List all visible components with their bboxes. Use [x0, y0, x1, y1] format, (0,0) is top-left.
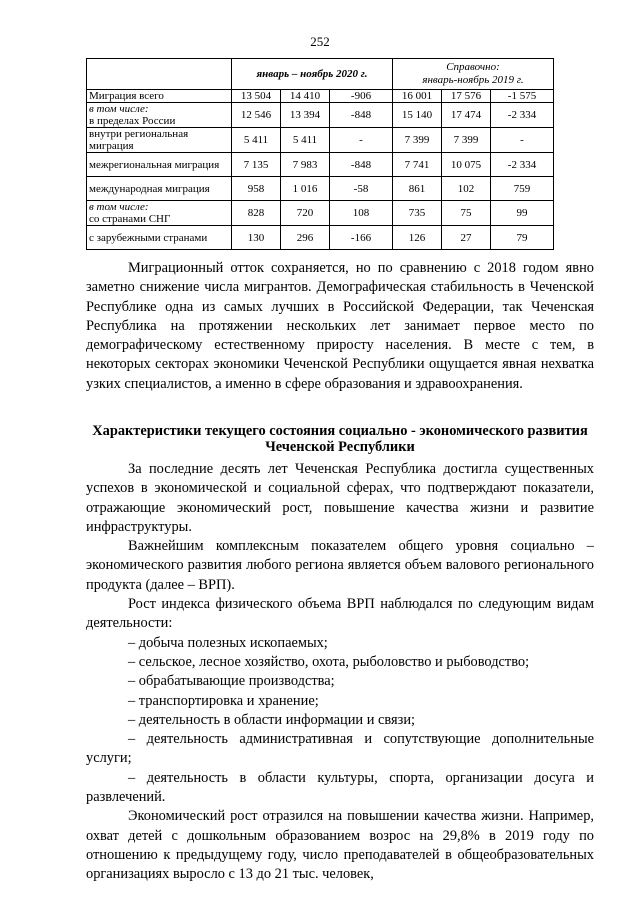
cell-c1: 13 504 [232, 90, 281, 103]
cell-c6: 759 [491, 177, 554, 201]
row-label-text: международная миграция [89, 182, 210, 195]
row-label [87, 90, 232, 103]
cell-c5: 17 474 [442, 103, 491, 128]
paragraph-achievements: За последние десять лет Чеченская Республика достигла существенных успехов в экономической и социальной сферах, что подтверждают показатели, отражающие экономический рост, повышение качества жизни и развитие инфраструктуры. [86, 461, 594, 535]
row-label-text: внутри региональная миграция [89, 128, 189, 152]
paragraph-grp: Важнейшим комплексным показателем общего уровня социально – экономического развития любого региона является объем валового регионального продукта (далее – ВРП). [86, 538, 594, 593]
table-header-row [87, 59, 554, 90]
cell-c2: 14 410 [281, 90, 330, 103]
list-item: – деятельность в области культуры, спорта, организации досуга и развлечений. [86, 769, 594, 806]
cell-c5: 10 075 [442, 153, 491, 177]
row-label-italic: в том числе: [89, 201, 149, 213]
row-label [87, 153, 232, 177]
cell-c4: 861 [393, 177, 442, 201]
cell-c3: -166 [330, 226, 393, 250]
cell-c2: 7 983 [281, 153, 330, 177]
cell-c3: -848 [330, 103, 393, 128]
cell-c5: 75 [442, 201, 491, 226]
cell-c2: 1 016 [281, 177, 330, 201]
row-label [87, 128, 232, 153]
cell-c6: -1 575 [491, 90, 554, 103]
cell-c3: -58 [330, 177, 393, 201]
table-header-2020: январь – ноябрь 2020 г. [232, 59, 393, 90]
table-header-ref-line1: Справочно: [446, 61, 500, 73]
cell-c5: 27 [442, 226, 491, 250]
activity-list [86, 634, 594, 808]
list-item: – транспортировка и хранение; [128, 692, 319, 709]
cell-c1: 130 [232, 226, 281, 250]
list-item: – сельское, лесное хозяйство, охота, рыболовство и рыбоводство; [128, 653, 530, 670]
cell-c6: -2 334 [491, 153, 554, 177]
row-label [87, 103, 232, 128]
table-row [87, 103, 554, 128]
list-item: – обрабатывающие производства; [128, 673, 335, 690]
cell-c6: - [491, 128, 554, 153]
table-header-ref-line2: январь-ноябрь 2019 г. [422, 74, 524, 86]
cell-c3: - [330, 128, 393, 153]
table-header-2019 [393, 59, 554, 90]
cell-c6: 99 [491, 201, 554, 226]
table-row [87, 177, 554, 201]
table-row [87, 128, 554, 153]
paragraph-grp-growth: Рост индекса физического объема ВРП наблюдался по следующим видам деятельности: [86, 596, 594, 632]
cell-c4: 16 001 [393, 90, 442, 103]
row-label [87, 201, 232, 226]
cell-c5: 102 [442, 177, 491, 201]
table-row [87, 201, 554, 226]
list-item: – деятельность в области информации и связи; [128, 711, 416, 728]
cell-c1: 5 411 [232, 128, 281, 153]
row-label-text: Миграция всего [89, 90, 164, 102]
cell-c3: -848 [330, 153, 393, 177]
table-row [87, 90, 554, 103]
cell-c1: 12 546 [232, 103, 281, 128]
row-label [87, 177, 232, 201]
cell-c6: 79 [491, 226, 554, 250]
cell-c3: -906 [330, 90, 393, 103]
cell-c4: 735 [393, 201, 442, 226]
cell-c4: 7 399 [393, 128, 442, 153]
row-label-text: с зарубежными странами [89, 231, 208, 244]
cell-c3: 108 [330, 201, 393, 226]
paragraph-quality-of-life: Экономический рост отразился на повышении качества жизни. Например, охват детей с дошкольным образованием возрос на 29,8% в 2019 году по отношению к предыдущему году, число преподавателей в общеобразовательных организациях выросло с 13 до 21 тыс. человек, [86, 808, 594, 883]
page-number: 252 [310, 34, 330, 49]
row-label-text: в пределах России [89, 115, 176, 127]
cell-c1: 958 [232, 177, 281, 201]
cell-c6: -2 334 [491, 103, 554, 128]
list-item: – деятельность административная и сопутствующие дополнительные услуги; [86, 731, 594, 767]
table-header-empty [87, 59, 232, 90]
row-label [87, 226, 232, 250]
cell-c4: 7 741 [393, 153, 442, 177]
main-text-block [86, 460, 594, 885]
paragraph-migration-outflow: Миграционный отток сохраняется, но по сравнению с 2018 годом явно заметно снижение числа мигрантов. Демографическая стабильность в Чеченской Республике одна из самых лучших в Российской Федерации, так Чеченская Республика на протяжении нескольких лет занимает первое место по демографическому естественному приросту населения. В месте с тем, в некоторых секторах экономики Чеченской Республики ощущается явная нехватка узких специалистов, а именно в сфере образования и здравоохранения. [86, 260, 594, 392]
cell-c4: 15 140 [393, 103, 442, 128]
migration-table [86, 58, 554, 250]
cell-c2: 13 394 [281, 103, 330, 128]
list-item: – добыча полезных ископаемых; [128, 634, 328, 651]
cell-c2: 720 [281, 201, 330, 226]
cell-c2: 5 411 [281, 128, 330, 153]
cell-c4: 126 [393, 226, 442, 250]
section-heading: Характеристики текущего состояния социально - экономического развития Чеченской Республики [92, 423, 588, 455]
row-label-text: межрегиональная миграция [89, 158, 220, 171]
cell-c5: 17 576 [442, 90, 491, 103]
row-label-italic: в том числе: [89, 103, 149, 115]
cell-c1: 7 135 [232, 153, 281, 177]
cell-c2: 296 [281, 226, 330, 250]
table-row [87, 153, 554, 177]
table-row [87, 226, 554, 250]
cell-c5: 7 399 [442, 128, 491, 153]
cell-c1: 828 [232, 201, 281, 226]
row-label-text: со странами СНГ [89, 213, 171, 225]
